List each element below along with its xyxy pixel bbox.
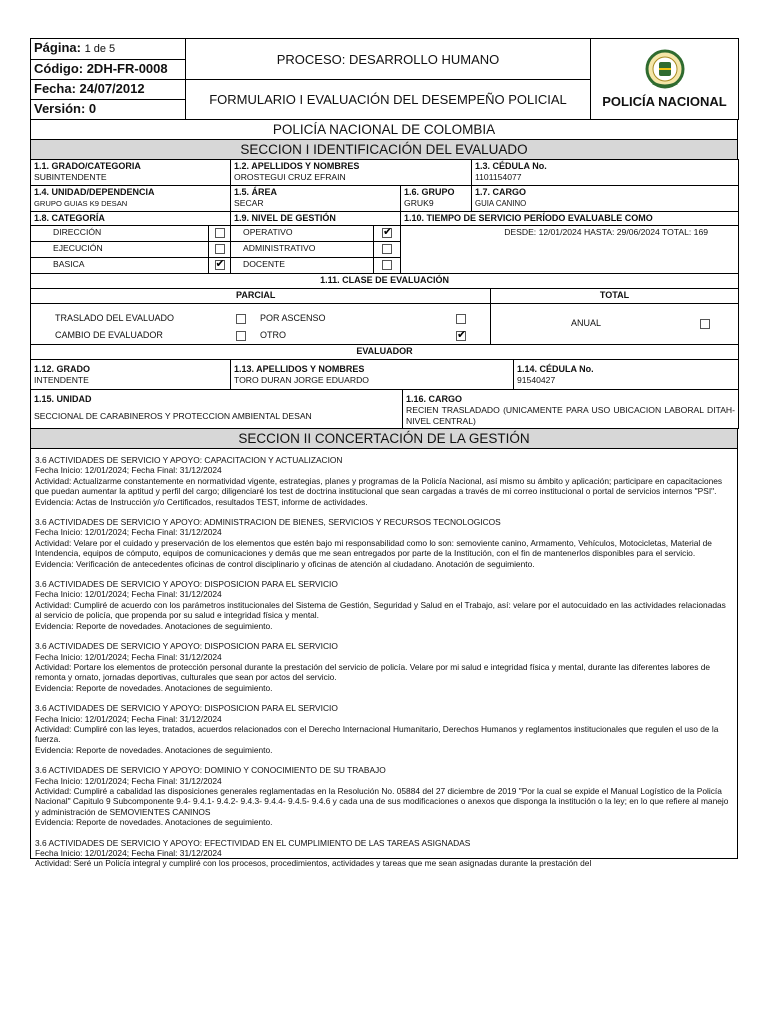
nivel-administrativo: ADMINISTRATIVO bbox=[231, 242, 374, 258]
evaluador-grado-cell: 1.12. GRADO INTENDENTE bbox=[31, 360, 231, 390]
evaluado-table bbox=[30, 159, 739, 274]
categoria-label: 1.8. CATEGORÍA bbox=[31, 212, 231, 226]
activity-item: 3.6 ACTIVIDADES DE SERVICIO Y APOYO: DISPOSICION PARA EL SERVICIO Fecha Inicio: 12/01/2024; Fecha Final: 31/12/2024 Actividad: Cumpliré con las leyes, tratados, acuerdos relacionados con el Derecho Internacional Humanitario, Derechos Humanos y reglamentos institucionales que regulen el uso de la fuerza. Evidencia: Reporte de novedades. Anotaciones de seguimiento. bbox=[35, 703, 719, 755]
police-emblem-icon bbox=[645, 49, 685, 89]
activity-item: 3.6 ACTIVIDADES DE SERVICIO Y APOYO: DISPOSICION PARA EL SERVICIO Fecha Inicio: 12/01/2024; Fecha Final: 31/12/2024 Actividad: Cumpliré de acuerdo con los parámetros institucionales del Sistema de Gestión, Seguridad y Salud en el Trabajo, así: velare por el autocuidado en las actividades relacionadas al servicio de policía, que propenda por su salud e integridad física y mental. Evidencia: Reporte de novedades. Anotaciones de seguimiento. bbox=[35, 579, 726, 631]
tiempo-value: DESDE: 12/01/2024 HASTA: 29/06/2024 TOTAL: 169 bbox=[401, 226, 739, 274]
logo-text: POLICÍA NACIONAL bbox=[602, 94, 727, 109]
ascenso-checkbox[interactable] bbox=[456, 314, 466, 324]
categoria-basica-checkbox[interactable] bbox=[215, 260, 225, 270]
tiempo-label: 1.10. TIEMPO DE SERVICIO PERÍODO EVALUABLE COMO bbox=[401, 212, 739, 226]
otro-label: OTRO bbox=[260, 330, 286, 340]
activity-item: 3.6 ACTIVIDADES DE SERVICIO Y APOYO: DOMINIO Y CONOCIMIENTO DE SU TRABAJO Fecha Inicio: 12/01/2024; Fecha Final: 31/12/2024 Actividad: Cumpliré a cabalidad las disposiciones generales reglamentadas en la Resolución No. 05884 del 27 diciembre de 2019 "Por la cual se expide el Manual Logístico de la Policía Nacional" Capitulo 9 Subcomponente 9.4- 9.4.1- 9.4.2- 9.4.3- 9.4.4- 9.4.5- 9.4.6 y cada una de sus modificaciones o anexos que disponga la institución o la ley; en lo que refiere al manejo y administración de SEMOVIENTES CANINOS Evidencia: Reporte de novedades. Anotaciones de seguimiento. bbox=[35, 765, 729, 828]
section-2-band bbox=[30, 428, 738, 449]
nivel-docente-checkbox[interactable] bbox=[382, 260, 392, 270]
traslado-label: TRASLADO DEL EVALUADO bbox=[55, 313, 175, 323]
evaluador-table bbox=[30, 359, 739, 429]
nivel-operativo-cell bbox=[374, 226, 401, 242]
categoria-direccion: DIRECCIÓN bbox=[31, 226, 209, 242]
clase-table bbox=[30, 273, 739, 360]
nivel-docente: DOCENTE bbox=[231, 258, 374, 274]
parcial-label: PARCIAL bbox=[31, 289, 491, 304]
section-2-title: SECCION II CONCERTACIÓN DE LA GESTIÓN bbox=[31, 429, 738, 449]
evaluador-unidad-cell: 1.15. UNIDAD SECCIONAL DE CARABINEROS Y PROTECCION AMBIENTAL DESAN bbox=[31, 390, 403, 429]
cambio-checkbox[interactable] bbox=[236, 331, 246, 341]
total-options bbox=[491, 304, 739, 345]
fecha-cell: Fecha: 24/07/2012 bbox=[31, 80, 186, 100]
grado-cell: 1.1. GRADO/CATEGORIA SUBINTENDENTE bbox=[31, 160, 231, 186]
nombres-cell: 1.2. APELLIDOS Y NOMBRES OROSTEGUI CRUZ EFRAIN bbox=[231, 160, 472, 186]
categoria-ejecucion-cell bbox=[209, 242, 231, 258]
pagina-cell: Página: 1 de 5 bbox=[31, 39, 186, 60]
cedula-cell: 1.3. CÉDULA No. 1101154077 bbox=[472, 160, 739, 186]
activity-item: 3.6 ACTIVIDADES DE SERVICIO Y APOYO: ADMINISTRACION DE BIENES, SERVICIOS Y RECURSOS TECNOLOGICOS Fecha Inicio: 12/01/2024; Fecha Final: 31/12/2024 Actividad: Velare por el cuidado y preservación de los elementos que estén bajo mi responsabilidad como lo son: semoviente canino, Armamento, Vehículos, Motocicletas, Material de Intendencia, equipos de cómputo, equipos de comunicaciones y demás que me sean entregados por parte de la Institución, con el fin de mantenerlos disponibles para el servicio. Evidencia: Verificación de antecedentes oficinas de control disciplinario y oficinas de atención al ciudadano. Anotación de seguimiento. bbox=[35, 517, 712, 569]
nivel-docente-cell bbox=[374, 258, 401, 274]
area-cell: 1.5. ÁREA SECAR bbox=[231, 186, 401, 212]
nivel-operativo-checkbox[interactable] bbox=[382, 228, 392, 238]
anual-label: ANUAL bbox=[571, 318, 602, 328]
grupo-cell: 1.6. GRUPO GRUK9 bbox=[401, 186, 472, 212]
categoria-direccion-checkbox[interactable] bbox=[215, 228, 225, 238]
proceso-title: PROCESO: DESARROLLO HUMANO bbox=[186, 39, 591, 80]
logo-cell bbox=[591, 39, 739, 120]
section-1-title: SECCION I IDENTIFICACIÓN DEL EVALUADO bbox=[31, 140, 738, 160]
traslado-checkbox[interactable] bbox=[236, 314, 246, 324]
cambio-label: CAMBIO DE EVALUADOR bbox=[55, 330, 163, 340]
gestion-activities bbox=[30, 449, 738, 869]
categoria-basica-cell bbox=[209, 258, 231, 274]
total-label: TOTAL bbox=[491, 289, 739, 304]
unidad-cell: 1.4. UNIDAD/DEPENDENCIA GRUPO GUIAS K9 DESAN bbox=[31, 186, 231, 212]
codigo-cell: Código: 2DH-FR-0008 bbox=[31, 60, 186, 80]
parcial-options bbox=[31, 304, 491, 345]
nivel-administrativo-checkbox[interactable] bbox=[382, 244, 392, 254]
evaluador-nombres-cell: 1.13. APELLIDOS Y NOMBRES TORO DURAN JORGE EDUARDO bbox=[231, 360, 514, 390]
nivel-operativo: OPERATIVO bbox=[231, 226, 374, 242]
cargo-cell: 1.7. CARGO GUIA CANINO bbox=[472, 186, 739, 212]
ascenso-label: POR ASCENSO bbox=[260, 313, 326, 323]
anual-checkbox[interactable] bbox=[700, 319, 710, 329]
bands bbox=[30, 119, 738, 160]
clase-title: 1.11. CLASE DE EVALUACIÓN bbox=[31, 274, 739, 289]
form-page bbox=[30, 38, 738, 869]
activity-item: 3.6 ACTIVIDADES DE SERVICIO Y APOYO: EFECTIVIDAD EN EL CUMPLIMIENTO DE LAS TAREAS ASIGNADAS Fecha Inicio: 12/01/2024; Fecha Final: 31/12/2024 Actividad: Seré un Policía integral y cumpliré con los procesos, procedimientos, actividades y tareas que me sean asignadas durante la prestación del bbox=[35, 837, 592, 869]
otro-checkbox[interactable] bbox=[456, 331, 466, 341]
categoria-ejecucion: EJECUCIÓN bbox=[31, 242, 209, 258]
categoria-ejecucion-checkbox[interactable] bbox=[215, 244, 225, 254]
activity-item: 3.6 ACTIVIDADES DE SERVICIO Y APOYO: DISPOSICION PARA EL SERVICIO Fecha Inicio: 12/01/2024; Fecha Final: 31/12/2024 Actividad: Portare los elementos de protección personal durante la prestación del servicio de policía. Velare por mi salud e integridad física y mental, durante las diferentes labores de remonta y ornato, jornadas deportivas, culturales que sean por actos del servicio. Evidencia: Reporte de novedades. Anotaciones de seguimiento. bbox=[35, 641, 711, 693]
evaluador-cargo-cell: 1.16. CARGO RECIEN TRASLADADO (UNICAMENTE PARA USO UBICACION LABORAL DITAH-NIVEL CENTRAL) bbox=[403, 390, 739, 429]
org-title: POLICÍA NACIONAL DE COLOMBIA bbox=[31, 120, 738, 140]
formulario-title: FORMULARIO I EVALUACIÓN DEL DESEMPEÑO POLICIAL bbox=[186, 80, 591, 120]
version-cell: Versión: 0 bbox=[31, 100, 186, 120]
evaluador-cedula-cell: 1.14. CÉDULA No. 91540427 bbox=[514, 360, 739, 390]
categoria-basica: BASICA bbox=[31, 258, 209, 274]
evaluador-title: EVALUADOR bbox=[31, 345, 739, 360]
nivel-label: 1.9. NIVEL DE GESTIÓN bbox=[231, 212, 401, 226]
activity-item: 3.6 ACTIVIDADES DE SERVICIO Y APOYO: CAPACITACION Y ACTUALIZACION Fecha Inicio: 12/01/2024; Fecha Final: 31/12/2024 Actividad: Actualizarme constantemente en normatividad vigente, estrategias, planes y programas de la Policía Nacional, así mismo su ámbito y aplicación; participare en capacitaciones que puedan aumentar la aptitud y perfil del cargo; diligenciaré los test de doctrina institucional que sean cargadas a través de mi correo institucional o portal de servicios internos "PSI". Evidencia: Actas de Instrucción y/o Certificados, resultados TEST, informe de actividades. bbox=[35, 455, 723, 507]
form-header bbox=[30, 38, 739, 120]
nivel-administrativo-cell bbox=[374, 242, 401, 258]
categoria-direccion-cell bbox=[209, 226, 231, 242]
